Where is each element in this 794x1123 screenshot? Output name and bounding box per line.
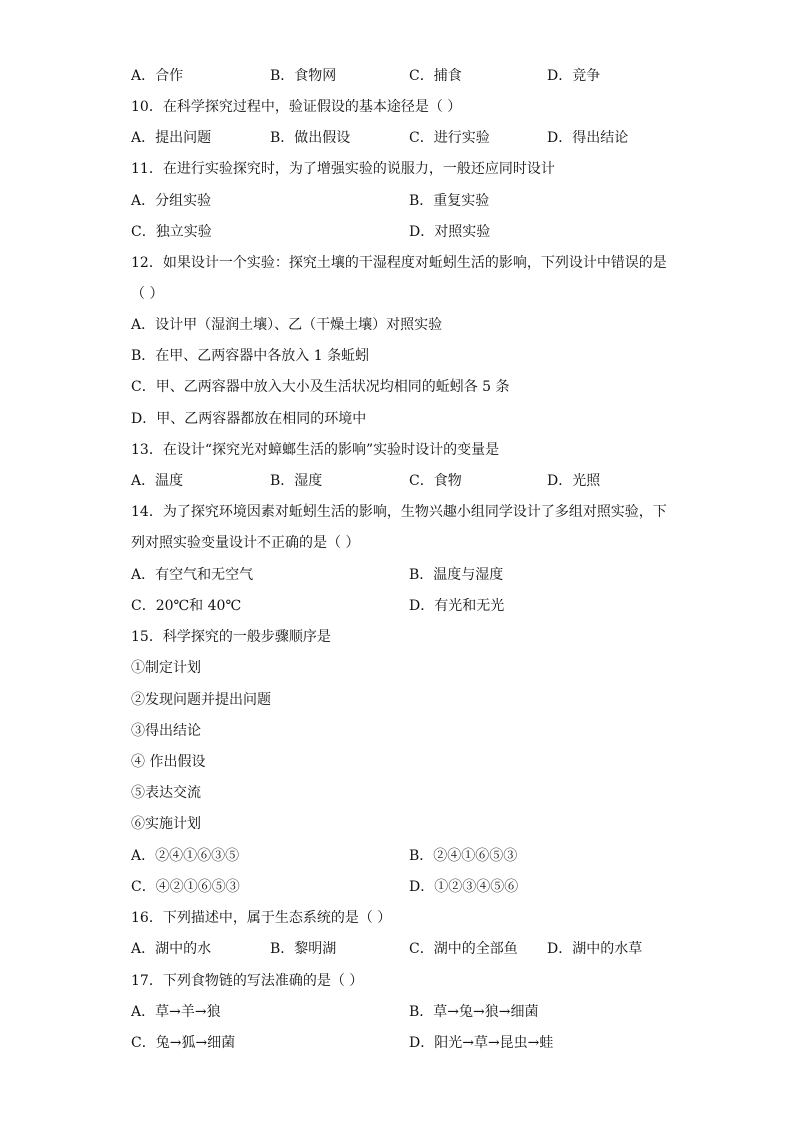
q16-option-a: A．湖中的水 bbox=[131, 941, 212, 957]
q15-step-2: ②发现问题并提出问题 bbox=[131, 692, 271, 708]
q9-option-c: C．捕食 bbox=[409, 68, 462, 84]
q16-stem: 16．下列描述中，属于生态系统的是（ ） bbox=[131, 910, 392, 926]
q15-step-6: ⑥实施计划 bbox=[131, 816, 201, 832]
q12-stem-line1: 12．如果设计一个实验：探究土壤的干湿程度对蚯蚓生活的影响，下列设计中错误的是 bbox=[131, 255, 667, 271]
q10-option-a: A．提出问题 bbox=[131, 130, 212, 146]
q13-stem: 13．在设计“探究光对蟑螂生活的影响”实验时设计的变量是 bbox=[131, 442, 500, 458]
q15-step-5: ⑤表达交流 bbox=[131, 785, 201, 801]
q15-option-a: A．②④①⑥③⑤ bbox=[131, 848, 240, 864]
q11-stem: 11．在进行实验探究时，为了增强实验的说服力，一般还应同时设计 bbox=[131, 161, 555, 177]
q14-option-c: C．20℃和 40℃ bbox=[131, 598, 242, 614]
q17-option-c: C．兔→狐→细菌 bbox=[131, 1035, 236, 1051]
q11-option-c: C．独立实验 bbox=[131, 224, 212, 240]
q11-option-b: B．重复实验 bbox=[409, 193, 490, 209]
q17-option-b: B．草→兔→狼→细菌 bbox=[409, 1004, 539, 1020]
q13-option-a: A．温度 bbox=[131, 473, 184, 489]
q14-option-a: A．有空气和无空气 bbox=[131, 567, 254, 583]
q14-stem-line1: 14．为了探究环境因素对蚯蚓生活的影响，生物兴趣小组同学设计了多组对照实验，下 bbox=[131, 504, 667, 520]
q12-option-a: A．设计甲（湿润土壤）、乙（干燥土壤）对照实验 bbox=[131, 317, 443, 333]
q10-option-c: C．进行实验 bbox=[409, 130, 490, 146]
q15-step-4: ④ 作出假设 bbox=[131, 754, 206, 770]
q16-option-c: C．湖中的全部鱼 bbox=[409, 941, 518, 957]
q10-option-b: B．做出假设 bbox=[270, 130, 351, 146]
q11-option-d: D．对照实验 bbox=[409, 224, 491, 240]
q12-stem-line2: （ ） bbox=[131, 286, 164, 302]
q9-option-d: D．竞争 bbox=[547, 68, 601, 84]
q16-option-b: B．黎明湖 bbox=[270, 941, 337, 957]
q12-option-c: C．甲、乙两容器中放入大小及生活状况均相同的蚯蚓各 5 条 bbox=[131, 379, 510, 395]
q10-stem: 10．在科学探究过程中，验证假设的基本途径是（ ） bbox=[131, 99, 462, 115]
q17-stem: 17．下列食物链的写法准确的是（ ） bbox=[131, 973, 364, 989]
q16-option-d: D．湖中的水草 bbox=[547, 941, 643, 957]
q14-stem-line2: 列对照实验变量设计不正确的是（ ） bbox=[131, 535, 360, 551]
q15-option-d: D．①②③④⑤⑥ bbox=[409, 879, 519, 895]
q11-option-a: A．分组实验 bbox=[131, 193, 212, 209]
q14-option-d: D．有光和无光 bbox=[409, 598, 505, 614]
q10-option-d: D．得出结论 bbox=[547, 130, 629, 146]
q13-option-d: D．光照 bbox=[547, 473, 601, 489]
q17-option-a: A．草→羊→狼 bbox=[131, 1004, 221, 1020]
q17-option-d: D．阳光→草→昆虫→蛙 bbox=[409, 1035, 554, 1051]
q15-option-c: C．④②①⑥⑤③ bbox=[131, 879, 240, 895]
q15-option-b: B．②④①⑥⑤③ bbox=[409, 848, 518, 864]
q12-option-d: D．甲、乙两容器都放在相同的环境中 bbox=[131, 411, 367, 427]
q13-option-b: B．湿度 bbox=[270, 473, 323, 489]
q12-option-b: B．在甲、乙两容器中各放入 1 条蚯蚓 bbox=[131, 348, 370, 364]
q9-option-b: B．食物网 bbox=[270, 68, 337, 84]
q14-option-b: B．温度与湿度 bbox=[409, 567, 504, 583]
q15-stem: 15．科学探究的一般步骤顺序是 bbox=[131, 629, 331, 645]
q15-step-1: ①制定计划 bbox=[131, 660, 201, 676]
q15-step-3: ③得出结论 bbox=[131, 723, 201, 739]
q13-option-c: C．食物 bbox=[409, 473, 462, 489]
q9-option-a: A．合作 bbox=[131, 68, 184, 84]
